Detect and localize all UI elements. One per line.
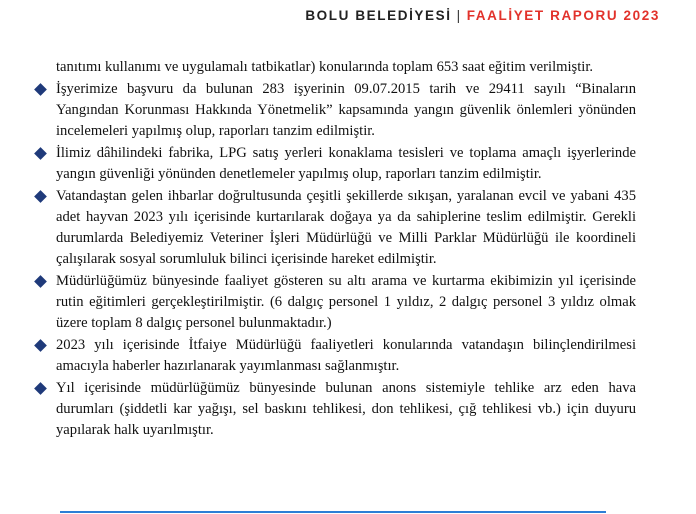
list-item bbox=[36, 335, 636, 377]
list-item bbox=[36, 378, 636, 441]
list-item-text: Vatandaştan gelen ihbarlar doğrultusunda çeşitli şekillerde sıkışan, yaralanan evcil ve yabani 435 adet hayvan 2023 yılı içerisinde kurtarılarak doğaya ya da sahiplerine teslim edilmiştir. Gerekli durumlarda Belediyemiz Veteriner İşleri Müdürlüğü ve Milli Parklar Müdürlüğü ile koordineli çalışılarak sosyal sorumluluk bilinci içerisinde hareket edilmiştir. bbox=[56, 188, 636, 267]
bottom-divider bbox=[60, 511, 606, 513]
list-item bbox=[36, 79, 636, 142]
diamond-bullet-icon bbox=[34, 147, 47, 160]
diamond-bullet-icon bbox=[34, 339, 47, 352]
list-item-text: İlimiz dâhilindeki fabrika, LPG satış yerleri konaklama tesisleri ve toplama amaçlı işyerlerinde yangın güvenliği yönünden denetlemeler yapılmış olup, raporları tanzim edilmiştir. bbox=[56, 145, 636, 182]
report-header bbox=[305, 7, 660, 25]
diamond-bullet-icon bbox=[34, 382, 47, 395]
document-body bbox=[36, 57, 636, 441]
header-report-title: FAALİYET RAPORU 2023 bbox=[466, 8, 660, 23]
header-separator: | bbox=[456, 8, 462, 23]
diamond-bullet-icon bbox=[34, 275, 47, 288]
continuation-paragraph: tanıtımı kullanımı ve uygulamalı tatbikatlar) konularında toplam 653 saat eğitim verilmiştir. bbox=[56, 59, 594, 75]
list-item-text: Müdürlüğümüz bünyesinde faaliyet gösteren su altı arama ve kurtarma ekibimizin yıl içerisinde rutin eğitimleri gerçekleştirilmiştir. (6 dalgıç personel 1 yıldız, 2 dalgıç personel 3 yıldız olmak üzere toplam 8 dalgıç personel bulunmaktadır.) bbox=[56, 273, 636, 331]
diamond-bullet-icon bbox=[34, 190, 47, 203]
diamond-bullet-icon bbox=[34, 83, 47, 96]
list-item bbox=[36, 271, 636, 334]
header-organization: BOLU BELEDİYESİ bbox=[305, 8, 452, 23]
list-item-text: 2023 yılı içerisinde İtfaiye Müdürlüğü faaliyetleri konularında vatandaşın bilinçlendirilmesi amacıyla haberler hazırlanarak yayımlanması sağlanmıştır. bbox=[56, 337, 636, 374]
list-item bbox=[36, 186, 636, 270]
list-item bbox=[36, 143, 636, 185]
list-item-text: Yıl içerisinde müdürlüğümüz bünyesinde bulunan anons sistemiyle tehlike arz eden hava durumları (şiddetli kar yağışı, sel baskını tehlikesi, don tehlikesi, çığ tehlikesi vb.) için duyuru yapılarak halk uyarılmıştır. bbox=[56, 380, 636, 438]
list-item-text: İşyerimize başvuru da bulunan 283 işyerinin 09.07.2015 tarih ve 29411 sayılı “Binaların Yangından Korunması Hakkında Yönetmelik” kapsamında yangın güvenlik önlemleri yönünden incelemeleri yapılmış olup, raporları tanzim edilmiştir. bbox=[56, 81, 636, 139]
